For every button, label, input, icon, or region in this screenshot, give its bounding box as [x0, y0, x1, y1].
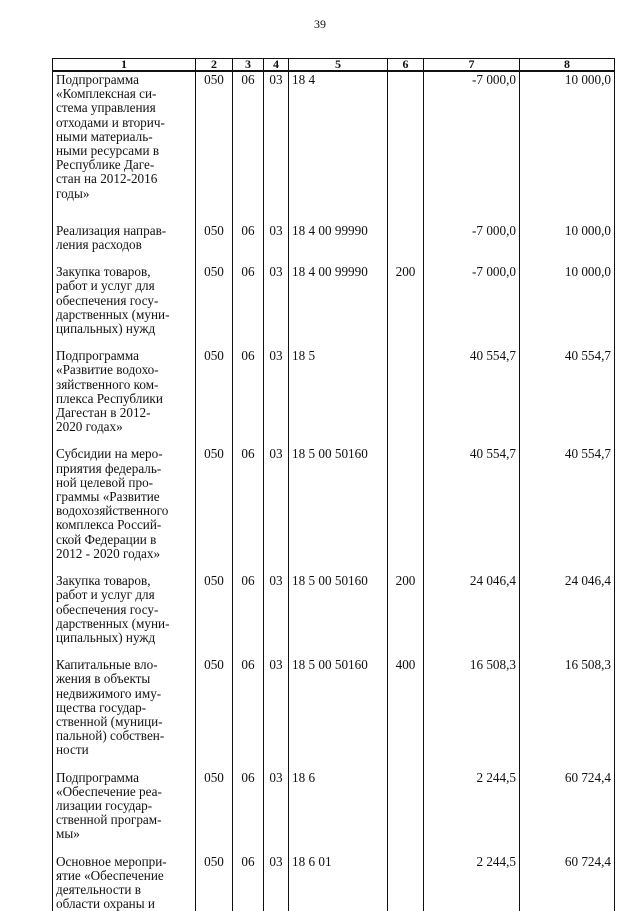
subsection-code-cell: 03: [264, 573, 289, 657]
row-name-line: Дагестан в 2012-: [56, 405, 151, 421]
amount-change-cell: -7 000,0: [424, 71, 520, 223]
row-name-line: ятие «Обеспечение: [56, 867, 164, 883]
target-code-cell: 18 5 00 50160: [289, 446, 388, 573]
row-name-line: стема управления: [56, 100, 156, 116]
subsection-code-cell: 03: [264, 657, 289, 769]
admin-code-cell: 050: [196, 573, 233, 657]
row-name-line: пальной) собствен-: [56, 728, 165, 744]
row-name-line: ской Федерации в: [56, 531, 157, 547]
amount-change-cell: 16 508,3: [424, 657, 520, 769]
row-name-line: «Развитие водохо-: [56, 362, 159, 378]
row-name-cell: [53, 657, 196, 769]
amount-change-cell: 2 244,5: [424, 854, 520, 911]
table-row: [53, 446, 615, 573]
table-row: [53, 264, 615, 348]
table-row: [53, 657, 615, 769]
row-name-line: плекса Республики: [56, 390, 163, 406]
admin-code-cell: 050: [196, 348, 233, 446]
row-name-line: 2012 - 2020 годах»: [56, 545, 161, 561]
row-name-cell: [53, 446, 196, 573]
admin-code-cell: 050: [196, 264, 233, 348]
row-name-line: жения в объекты: [56, 671, 151, 687]
amount-total-cell: 60 724,4: [520, 770, 615, 854]
subsection-code-cell: 03: [264, 854, 289, 911]
section-code-cell: 06: [233, 446, 264, 573]
section-code-cell: 06: [233, 348, 264, 446]
amount-change-cell: -7 000,0: [424, 223, 520, 264]
row-name-line: ципальных) нужд: [56, 629, 156, 645]
expense-type-cell: [388, 71, 424, 223]
row-name-line: «Комплексная си-: [56, 86, 157, 102]
row-name-line: Субсидии на меро-: [56, 446, 163, 462]
row-name-line: Реализация направ-: [56, 222, 167, 238]
amount-change-cell: 2 244,5: [424, 770, 520, 854]
amount-total-cell: 10 000,0: [520, 71, 615, 223]
amount-total-cell: 40 554,7: [520, 348, 615, 446]
subsection-code-cell: 03: [264, 770, 289, 854]
table-row: [53, 573, 615, 657]
table-row: [53, 71, 615, 223]
amount-total-cell: 40 554,7: [520, 446, 615, 573]
admin-code-cell: 050: [196, 657, 233, 769]
row-name-line: граммы «Развитие: [56, 489, 160, 505]
column-header: 2: [196, 59, 233, 72]
amount-total-cell: 10 000,0: [520, 223, 615, 264]
row-name-line: ности: [56, 742, 89, 758]
row-name-cell: [53, 854, 196, 911]
target-code-cell: 18 4: [289, 71, 388, 223]
row-name-line: ственной програм-: [56, 812, 162, 828]
row-name-line: Подпрограмма: [56, 72, 140, 87]
row-name-line: 2020 годах»: [56, 419, 123, 435]
admin-code-cell: 050: [196, 854, 233, 911]
expense-type-cell: [388, 223, 424, 264]
subsection-code-cell: 03: [264, 223, 289, 264]
row-name-cell: [53, 223, 196, 264]
column-header: 7: [424, 59, 520, 72]
admin-code-cell: 050: [196, 223, 233, 264]
row-name-line: комплекса Россий-: [56, 517, 162, 533]
amount-change-cell: -7 000,0: [424, 264, 520, 348]
row-name-line: работ и услуг для: [56, 587, 155, 603]
section-code-cell: 06: [233, 573, 264, 657]
row-name-cell: [53, 71, 196, 223]
row-name-line: Закупка товаров,: [56, 573, 151, 589]
amount-change-cell: 24 046,4: [424, 573, 520, 657]
amount-change-cell: 40 554,7: [424, 348, 520, 446]
subsection-code-cell: 03: [264, 71, 289, 223]
target-code-cell: 18 5 00 50160: [289, 573, 388, 657]
row-name-line: ной целевой про-: [56, 474, 154, 490]
column-header: 1: [53, 59, 196, 72]
budget-table: [52, 58, 615, 911]
row-name-line: обеспечения госу-: [56, 601, 159, 617]
row-name-line: Подпрограмма: [56, 348, 140, 364]
row-name-line: отходами и вторич-: [56, 114, 165, 130]
subsection-code-cell: 03: [264, 264, 289, 348]
admin-code-cell: 050: [196, 446, 233, 573]
row-name-line: недвижимого иму-: [56, 685, 162, 701]
section-code-cell: 06: [233, 264, 264, 348]
expense-type-cell: 400: [388, 657, 424, 769]
target-code-cell: 18 6: [289, 770, 388, 854]
row-name-line: Капитальные вло-: [56, 657, 158, 673]
row-name-line: годы»: [56, 185, 90, 201]
subsection-code-cell: 03: [264, 446, 289, 573]
row-name-cell: [53, 770, 196, 854]
page-number: 39: [314, 17, 326, 31]
row-name-line: дарственных (муни-: [56, 306, 170, 322]
section-code-cell: 06: [233, 223, 264, 264]
target-code-cell: 18 6 01: [289, 854, 388, 911]
table-row: [53, 770, 615, 854]
amount-change-cell: 40 554,7: [424, 446, 520, 573]
table-row: [53, 223, 615, 264]
section-code-cell: 06: [233, 854, 264, 911]
subsection-code-cell: 03: [264, 348, 289, 446]
column-header: 8: [520, 59, 615, 72]
row-name-line: щества государ-: [56, 699, 147, 715]
target-code-cell: 18 5: [289, 348, 388, 446]
row-name-line: ления расходов: [56, 237, 142, 253]
column-number-row: [53, 59, 615, 72]
expense-type-cell: [388, 854, 424, 911]
row-name-line: зяйственного ком-: [56, 376, 159, 392]
admin-code-cell: 050: [196, 770, 233, 854]
column-header: 4: [264, 59, 289, 72]
expense-type-cell: 200: [388, 264, 424, 348]
amount-total-cell: 10 000,0: [520, 264, 615, 348]
admin-code-cell: 050: [196, 71, 233, 223]
row-name-line: мы»: [56, 826, 80, 842]
section-code-cell: 06: [233, 71, 264, 223]
target-code-cell: 18 4 00 99990: [289, 264, 388, 348]
row-name-line: обеспечения госу-: [56, 292, 159, 308]
amount-total-cell: 16 508,3: [520, 657, 615, 769]
expense-type-cell: [388, 348, 424, 446]
row-name-line: работ и услуг для: [56, 278, 155, 294]
row-name-line: ными материаль-: [56, 128, 153, 144]
row-name-line: Основное меропри-: [56, 853, 167, 869]
amount-total-cell: 60 724,4: [520, 854, 615, 911]
row-name-cell: [53, 264, 196, 348]
row-name-line: дарственных (муни-: [56, 615, 170, 631]
expense-type-cell: [388, 446, 424, 573]
table-row: [53, 348, 615, 446]
row-name-line: Закупка товаров,: [56, 264, 151, 280]
row-name-cell: [53, 573, 196, 657]
row-name-line: приятия федераль-: [56, 460, 162, 476]
section-code-cell: 06: [233, 770, 264, 854]
row-name-line: ципальных) нужд: [56, 321, 156, 337]
row-name-line: водохозяйственного: [56, 503, 169, 519]
row-name-line: Подпрограмма: [56, 769, 140, 785]
row-name-line: Республике Даге-: [56, 157, 155, 173]
row-name-line: области охраны и: [56, 896, 155, 911]
target-code-cell: 18 4 00 99990: [289, 223, 388, 264]
expense-type-cell: [388, 770, 424, 854]
row-name-line: стан на 2012-2016: [56, 171, 158, 187]
expense-type-cell: 200: [388, 573, 424, 657]
amount-total-cell: 24 046,4: [520, 573, 615, 657]
section-code-cell: 06: [233, 657, 264, 769]
row-name-cell: [53, 348, 196, 446]
row-name-line: лизации государ-: [56, 797, 153, 813]
row-name-line: ными ресурсами в: [56, 143, 160, 159]
row-name-line: деятельности в: [56, 881, 142, 897]
row-name-line: «Обеспечение реа-: [56, 783, 162, 799]
column-header: 6: [388, 59, 424, 72]
target-code-cell: 18 5 00 50160: [289, 657, 388, 769]
column-header: 5: [289, 59, 388, 72]
table-row: [53, 854, 615, 911]
column-header: 3: [233, 59, 264, 72]
row-name-line: ственной (муници-: [56, 713, 163, 729]
